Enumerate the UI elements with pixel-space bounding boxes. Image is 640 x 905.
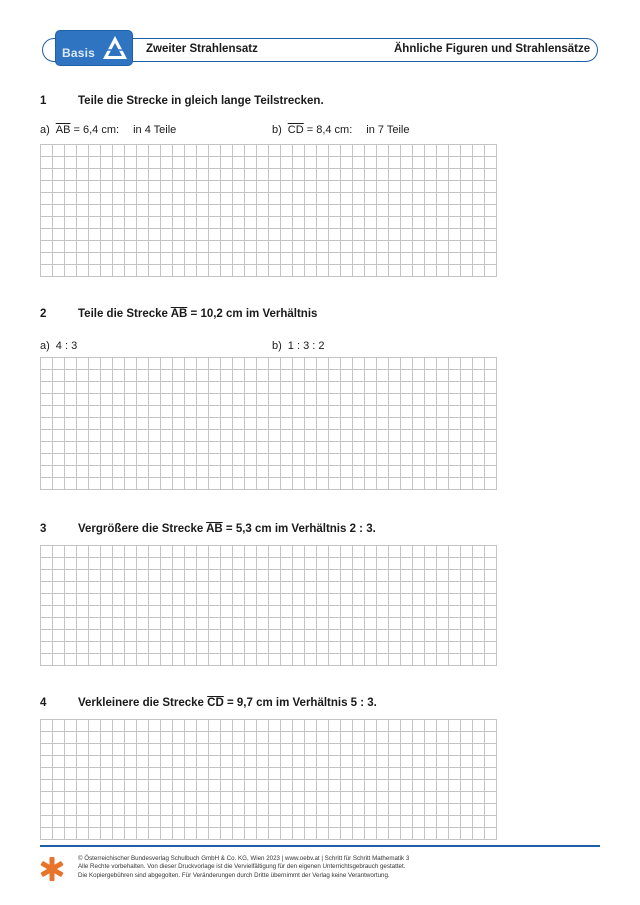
task-text: Vergrößere die Strecke $\overline{AB} = 5,3$ cm im Verhältnis 2 : 3. bbox=[78, 523, 376, 535]
answer-grid[interactable] bbox=[40, 357, 497, 490]
answer-grid[interactable] bbox=[40, 545, 497, 666]
subtask-a: a) $\overline{AB} = 6,4$ cm: in 4 Teile bbox=[40, 124, 177, 136]
segment-label: $\overline{CD}$ bbox=[287, 124, 304, 136]
segment-label: $\overline{AB}$ bbox=[206, 523, 223, 535]
subtask-b: b) 1 : 3 : 2 bbox=[272, 340, 325, 352]
segment-label: $\overline{CD}$ bbox=[207, 697, 224, 709]
task-number: 4 bbox=[40, 697, 47, 709]
chapter-title: Ähnliche Figuren und Strahlensätze bbox=[394, 43, 591, 55]
segment-label: $\overline{AB}$ bbox=[55, 124, 71, 136]
footer-copyright: © Österreichischer Bundesverlag Schulbuch GmbH & Co. KG, Wien 2023 | www.oebv.at | Schritt für Schritt Mathematik 3 Alle Rechte vorbehalten. Von dieser Druckvorlage ist die Vervielfältigung für den eigenen Unterrichtsgebrauch gestattet. Die Kopiergebühren sind abgegolten. Für Veränderungen durch Dritte übernimmt der Verlag keine Verantwortung. bbox=[78, 855, 410, 879]
task-text: Verkleinere die Strecke $\overline{CD} = 9,7$ cm im Verhältnis 5 : 3. bbox=[78, 697, 377, 709]
answer-grid[interactable] bbox=[40, 144, 497, 277]
worksheet-title: Zweiter Strahlensatz bbox=[146, 43, 258, 55]
task-number: 3 bbox=[40, 523, 47, 535]
answer-grid[interactable] bbox=[40, 719, 497, 840]
publisher-logo-icon bbox=[38, 855, 66, 883]
task-number: 2 bbox=[40, 308, 47, 320]
subtask-a: a) 4 : 3 bbox=[40, 340, 78, 352]
segment-label: $\overline{AB}$ bbox=[170, 308, 188, 320]
triangle-icon bbox=[101, 34, 129, 62]
task-text: Teile die Strecke $\overline{AB} = 10,2$ cm im Verhältnis bbox=[78, 308, 318, 320]
level-badge bbox=[56, 31, 132, 65]
badge-label: Basis bbox=[62, 46, 96, 60]
footer-divider bbox=[40, 845, 600, 847]
subtask-b: b) $\overline{CD} = 8,4$ cm: in 7 Teile bbox=[272, 124, 410, 136]
task-text: Teile die Strecke in gleich lange Teilstrecken. bbox=[78, 95, 324, 107]
task-number: 1 bbox=[40, 95, 47, 107]
